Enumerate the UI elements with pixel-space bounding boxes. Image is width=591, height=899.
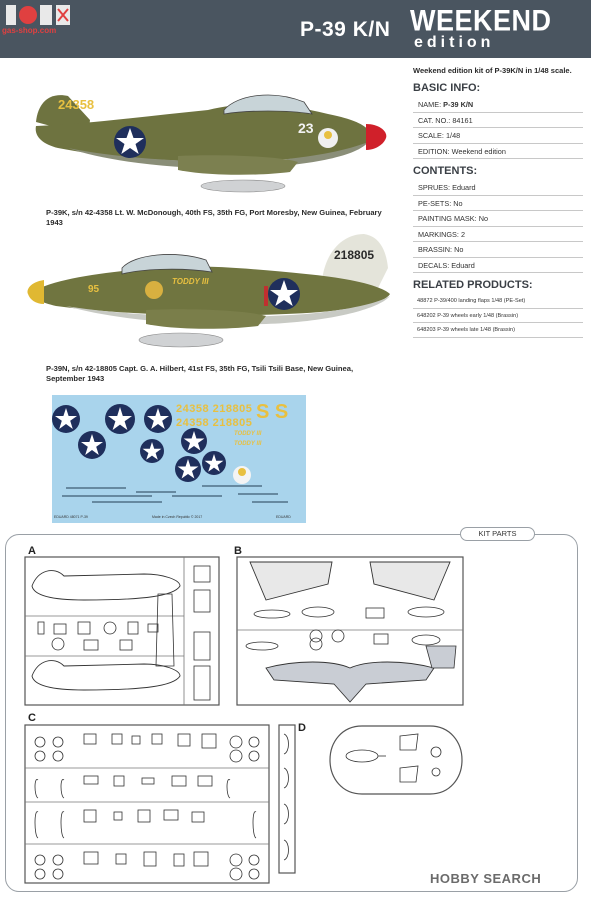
row-label: PE-SETS:: [418, 198, 452, 208]
svg-text:95: 95: [88, 284, 100, 295]
row-value: Eduard: [452, 183, 476, 192]
sprue-label-c: C: [28, 712, 36, 724]
aircraft-2-nose-name: [172, 274, 232, 288]
sprue-label-b: B: [234, 545, 242, 557]
basic-info-row: [413, 97, 583, 113]
contents-list: [413, 180, 583, 273]
sprue-d-clear: [328, 724, 464, 796]
row-value: No: [454, 245, 464, 254]
edition-label: edition: [414, 34, 495, 51]
row-label: CAT. NO.:: [418, 115, 451, 125]
svg-text:24358: 24358: [58, 97, 95, 112]
related-product-item[interactable]: 48872 P-39/400 landing flaps 1/48 (PE-Set): [413, 294, 583, 309]
row-value: 2: [460, 229, 466, 239]
decal-letters: S S: [256, 401, 289, 423]
header-bar: [0, 0, 591, 58]
kit-title: P-39 K/N: [300, 18, 391, 41]
row-value: 1/48: [446, 131, 461, 140]
aircraft-1-tail-number: [58, 96, 118, 112]
row-value: Weekend edition: [451, 146, 506, 156]
decal-sheet: [52, 395, 306, 523]
sprue-label-d: D: [298, 722, 306, 734]
aircraft-2-nose-number: [88, 280, 118, 296]
site-logo-text: gas-shop.com: [2, 26, 57, 35]
basic-info-list: [413, 97, 583, 159]
decal-name-2: TODDY III: [234, 441, 262, 447]
row-label: MARKINGS:: [418, 229, 459, 239]
aircraft-1-nose-number: [298, 119, 328, 137]
decal-footer-right: EDUARD: [276, 515, 291, 519]
row-label: NAME:: [418, 100, 442, 109]
row-label: BRASSIN:: [418, 245, 453, 254]
basic-info-title: BASIC INFO:: [413, 82, 481, 94]
hobby-search-watermark: HOBBY SEARCH: [430, 871, 542, 886]
aircraft-2-caption: P-39N, s/n 42-18805 Capt. G. A. Hilbert, 41st FS, 35th FG, Tsili Tsili Base, New Guinea, September 1943: [46, 364, 354, 383]
basic-info-row: [413, 128, 583, 144]
contents-row: [413, 227, 583, 243]
row-value: 84161: [452, 115, 473, 125]
contents-row: [413, 211, 583, 227]
row-value: No: [453, 198, 463, 208]
sprue-b: [236, 556, 464, 706]
contents-row: [413, 180, 583, 196]
contents-row: [413, 242, 583, 258]
sprue-a: [24, 556, 220, 706]
row-label: SPRUES:: [418, 183, 451, 192]
sprue-label-a: A: [28, 545, 36, 557]
contents-title: CONTENTS:: [413, 165, 478, 177]
basic-info-row: [413, 144, 583, 160]
related-products-title: RELATED PRODUCTS:: [413, 279, 533, 291]
row-label: SCALE:: [418, 131, 444, 140]
decal-footer-mid: Made in Czech Republic © 2017: [152, 515, 203, 519]
decal-numbers-row-1: 24358 218805: [176, 403, 253, 415]
info-panel: [413, 66, 583, 338]
row-label: EDITION:: [418, 146, 450, 156]
row-value: No: [478, 214, 489, 223]
kit-parts-tag: KIT PARTS: [460, 527, 535, 541]
row-value: Eduard: [451, 260, 475, 270]
related-product-item[interactable]: 648203 P-39 wheels late 1/48 (Brassin): [413, 323, 583, 338]
svg-text:23: 23: [298, 120, 314, 136]
related-product-item[interactable]: 648202 P-39 wheels early 1/48 (Brassin): [413, 309, 583, 324]
decal-footer-left: EDUARD 48071 P-39: [54, 515, 88, 519]
svg-text:218805: 218805: [334, 248, 375, 262]
svg-text:TODDY III: TODDY III: [172, 277, 209, 286]
row-label: DECALS:: [418, 260, 450, 270]
aircraft-1-caption: P-39K, s/n 42-4358 Lt. W. McDonough, 40th FS, 35th FG, Port Moresby, New Guinea, February 1943: [46, 208, 382, 227]
edition-weekend-label: WEEKEND: [410, 4, 552, 37]
sprue-c: [24, 724, 270, 884]
contents-row: [413, 196, 583, 212]
decal-name-1: TODDY III: [234, 431, 262, 437]
row-value: P-39 K/N: [443, 100, 474, 109]
related-products-list: [413, 294, 583, 338]
basic-info-row: [413, 113, 583, 129]
aircraft-2-tail-number: [334, 246, 394, 262]
row-label: PAINTING MASK:: [418, 214, 477, 223]
intro-text: Weekend edition kit of P-39K/N in 1/48 scale.: [413, 66, 572, 75]
decal-numbers-row-2: 24358 218805: [176, 417, 253, 429]
sprue-d-strip: [278, 724, 296, 874]
contents-row: [413, 258, 583, 274]
